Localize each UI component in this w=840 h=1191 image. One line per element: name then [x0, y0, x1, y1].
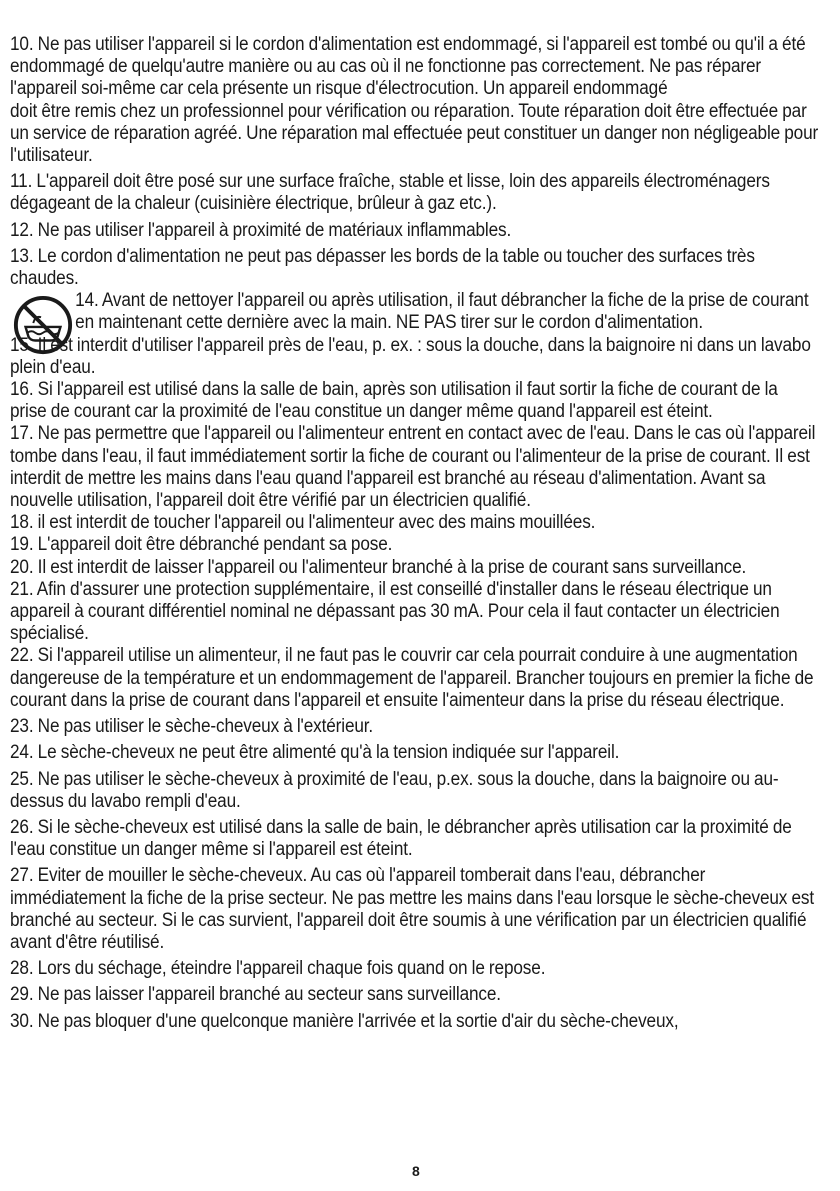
paragraph-12: 12. Ne pas utiliser l'appareil à proximité de matériaux inflammables. — [10, 219, 512, 241]
paragraph-16: 16. Si l'appareil est utilisé dans la salle de bain, après son utilisation il faut sortir la fiche de courant de la prise de courant car la proximité de l'eau constitue un danger même quand l'appareil est éteint. — [10, 379, 778, 423]
paragraph-17: 17. Ne pas permettre que l'appareil ou l'alimenteur entrent en contact avec de l'eau. Dans le cas où l'appareil tombe dans l'eau, il faut immédiatement sortir la fiche de courant ou l'alimenteur de la prise de courant. Il est interdit de mettre les mains dans l'eau quand l'appareil est branché au réseau d'alimentation. Avant sa nouvelle utilisation, l'appareil doit être vérifié par un électricien qualifié. — [10, 423, 816, 512]
paragraph-24: 24. Le sèche-cheveux ne peut être alimenté qu'à la tension indiquée sur l'appareil. — [10, 742, 620, 764]
paragraph-27: 27. Eviter de mouiller le sèche-cheveux. Au cas où l'appareil tomberait dans l'eau, débrancher immédiatement la fiche de la prise secteur. Ne pas mettre les mains dans l'eau lorsque le sèche-cheveux est branché au secteur. Si le cas survient, l'appareil doit être soumis à une vérification par un électricien qualifié avant d'être réutilisé. — [10, 865, 814, 953]
paragraph-10-continued: doit être remis chez un professionnel pour vérification ou réparation. Toute réparation doit être effectuée par un service de réparation agréé. Une réparation mal effectuée peut constituer un danger non négligeable pour l'utilisateur. — [10, 100, 819, 167]
paragraph-28: 28. Lors du séchage, éteindre l'appareil chaque fois quand on le repose. — [10, 958, 546, 980]
paragraph-25: 25. Ne pas utiliser le sèche-cheveux à proximité de l'eau, p.ex. sous la douche, dans la baignoire ou au-dessus du lavabo rempli d'eau. — [10, 768, 779, 812]
page-number: 8 — [412, 1163, 420, 1179]
instruction-page — [10, 34, 818, 1033]
paragraph-18: 18. il est interdit de toucher l'appareil ou l'alimenteur avec des mains mouillées. — [10, 512, 596, 534]
paragraph-23: 23. Ne pas utiliser le sèche-cheveux à l'extérieur. — [10, 716, 374, 738]
paragraph-14: 14. Avant de nettoyer l'appareil ou après utilisation, il faut débrancher la fiche de la prise de courant en maintenant cette dernière avec la main. NE PAS tirer sur le cordon d'alimentation. — [75, 290, 809, 334]
paragraph-22: 22. Si l'appareil utilise un alimenteur, il ne faut pas le couvrir car cela pourrait conduire à une augmentation dangereuse de la température et un endommagement de l'appareil. Brancher toujours en premier la fiche de courant dans la prise de courant dans l'appareil et ensuite l'aimenteur dans la prise du réseau électrique. — [10, 645, 814, 711]
paragraph-26: 26. Si le sèche-cheveux est utilisé dans la salle de bain, le débrancher après utilisation car la proximité de l'eau constitue un danger même si l'appareil est éteint. — [10, 816, 792, 861]
paragraph-19: 19. L'appareil doit être débranché pendant sa pose. — [10, 534, 393, 556]
paragraph-21: 21. Afin d'assurer une protection supplémentaire, il est conseillé d'installer dans le réseau électrique un appareil à courant différentiel nominal ne dépassant pas 30 mA. Pour cela il faut contacter un électricien spécialisé. — [10, 578, 780, 645]
paragraph-29: 29. Ne pas laisser l'appareil branché au secteur sans surveillance. — [10, 984, 501, 1006]
paragraph-13: 13. Le cordon d'alimentation ne peut pas dépasser les bords de la table ou toucher des surfaces très chaudes. — [10, 245, 755, 290]
paragraph-11: 11. L'appareil doit être posé sur une surface fraîche, stable et lisse, loin des appareils électroménagers dégageant de la chaleur (cuisinière électrique, brûleur à gaz etc.). — [10, 171, 770, 215]
paragraph-30: 30. Ne pas bloquer d'une quelconque manière l'arrivée et la sortie d'air du sèche-cheveux, — [10, 1010, 679, 1032]
paragraph-20: 20. Il est interdit de laisser l'appareil ou l'alimenteur branché à la prise de courant sans surveillance. — [10, 556, 747, 578]
paragraph-10: 10. Ne pas utiliser l'appareil si le cordon d'alimentation est endommagé, si l'appareil est tombé ou qu'il a été endommagé de quelqu'autre manière ou au cas où il ne fonctionne pas correctement. Ne pas réparer l'appareil soi-même car cela présente un risque d'électrocution. Un appareil endommagé — [10, 34, 806, 100]
paragraph-15: 15. Il est interdit d'utiliser l'appareil près de l'eau, p. ex. : sous la douche, dans la baignoire ni dans un lavabo plein d'eau. — [10, 334, 811, 378]
warning-row — [10, 290, 818, 334]
